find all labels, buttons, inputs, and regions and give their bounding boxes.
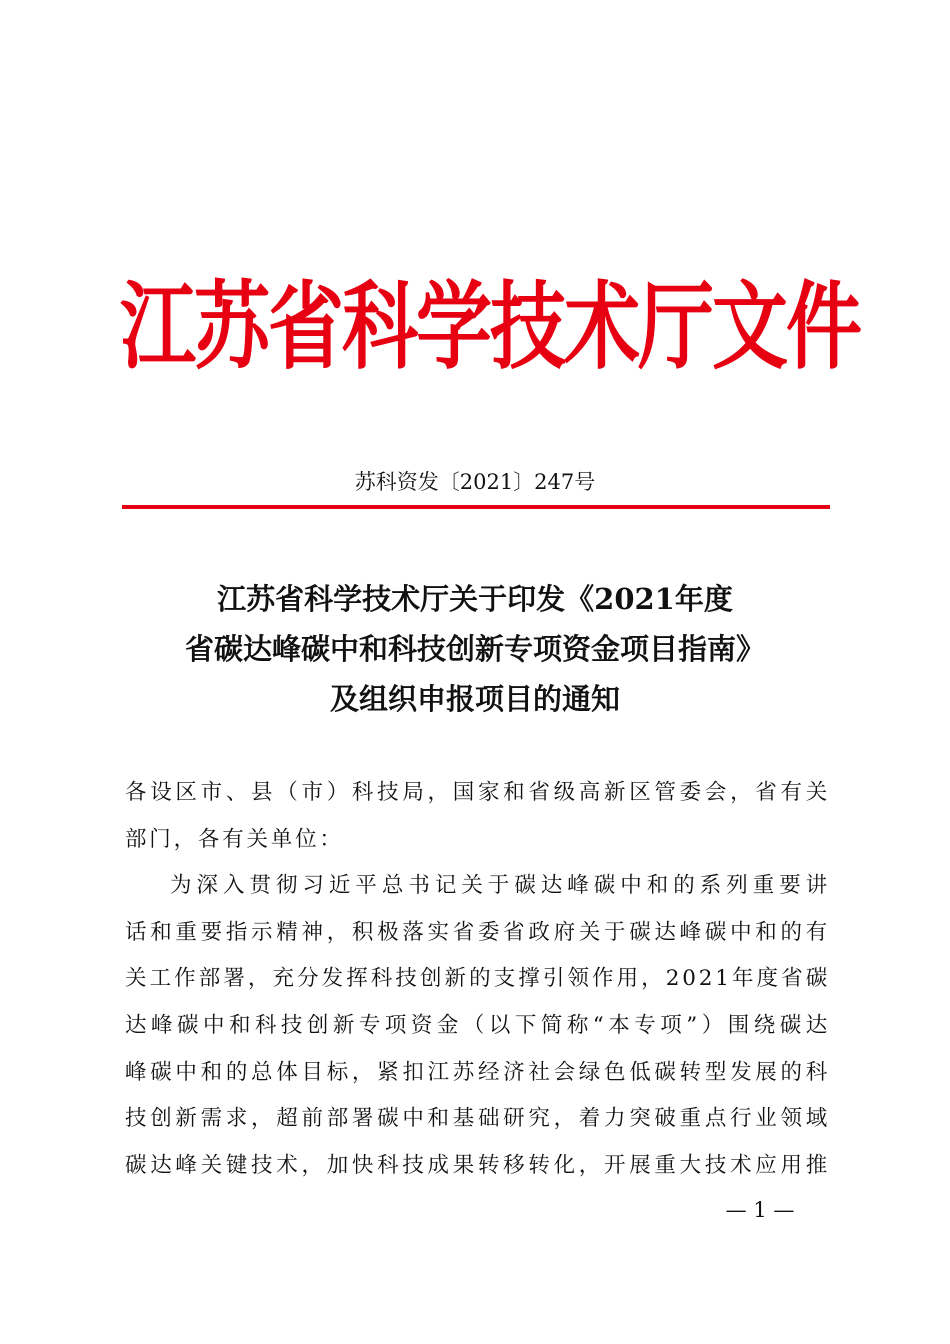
paragraph-line-4: 达峰碳中和科技创新专项资金（以下简称“本专项”）围绕碳达 [125,1012,830,1038]
red-separator-line [122,505,830,509]
paragraph-line-5: 峰碳中和的总体目标，紧扣江苏经济社会绿色低碳转型发展的科 [125,1059,830,1085]
addressee-line-1: 各设区市、县（市）科技局，国家和省级高新区管委会，省有关 [125,780,830,805]
title-line-3: 及组织申报项目的通知 [329,682,620,716]
page-number: — 1 — [725,1198,795,1222]
paragraph-line-1: 为深入贯彻习近平总书记关于碳达峰碳中和的系列重要讲 [170,873,830,899]
title-line-1: 江苏省科学技术厅关于印发《2021年度 [217,582,733,616]
paragraph-line-2: 话和重要指示精神，积极落实省委省政府关于碳达峰碳中和的有 [125,919,830,945]
document-number: 苏科资发〔2021〕247号 [354,470,596,494]
title-line-2: 省碳达峰碳中和科技创新专项资金项目指南》 [184,632,765,666]
paragraph-line-6: 技创新需求，超前部署碳中和基础研究，着力突破重点行业领域 [125,1106,830,1132]
masthead-title: 江苏省科学技术厅文件 [120,270,860,382]
body-text [125,770,830,1189]
document-title [100,574,850,724]
addressee-line-2: 部门，各有关单位： [125,826,344,852]
paragraph-line-3: 关工作部署，充分发挥科技创新的支撑引领作用，2021年度省碳 [125,966,830,992]
paragraph-line-7: 碳达峰关键技术，加快科技成果转移转化，开展重大技术应用推 [125,1152,830,1178]
